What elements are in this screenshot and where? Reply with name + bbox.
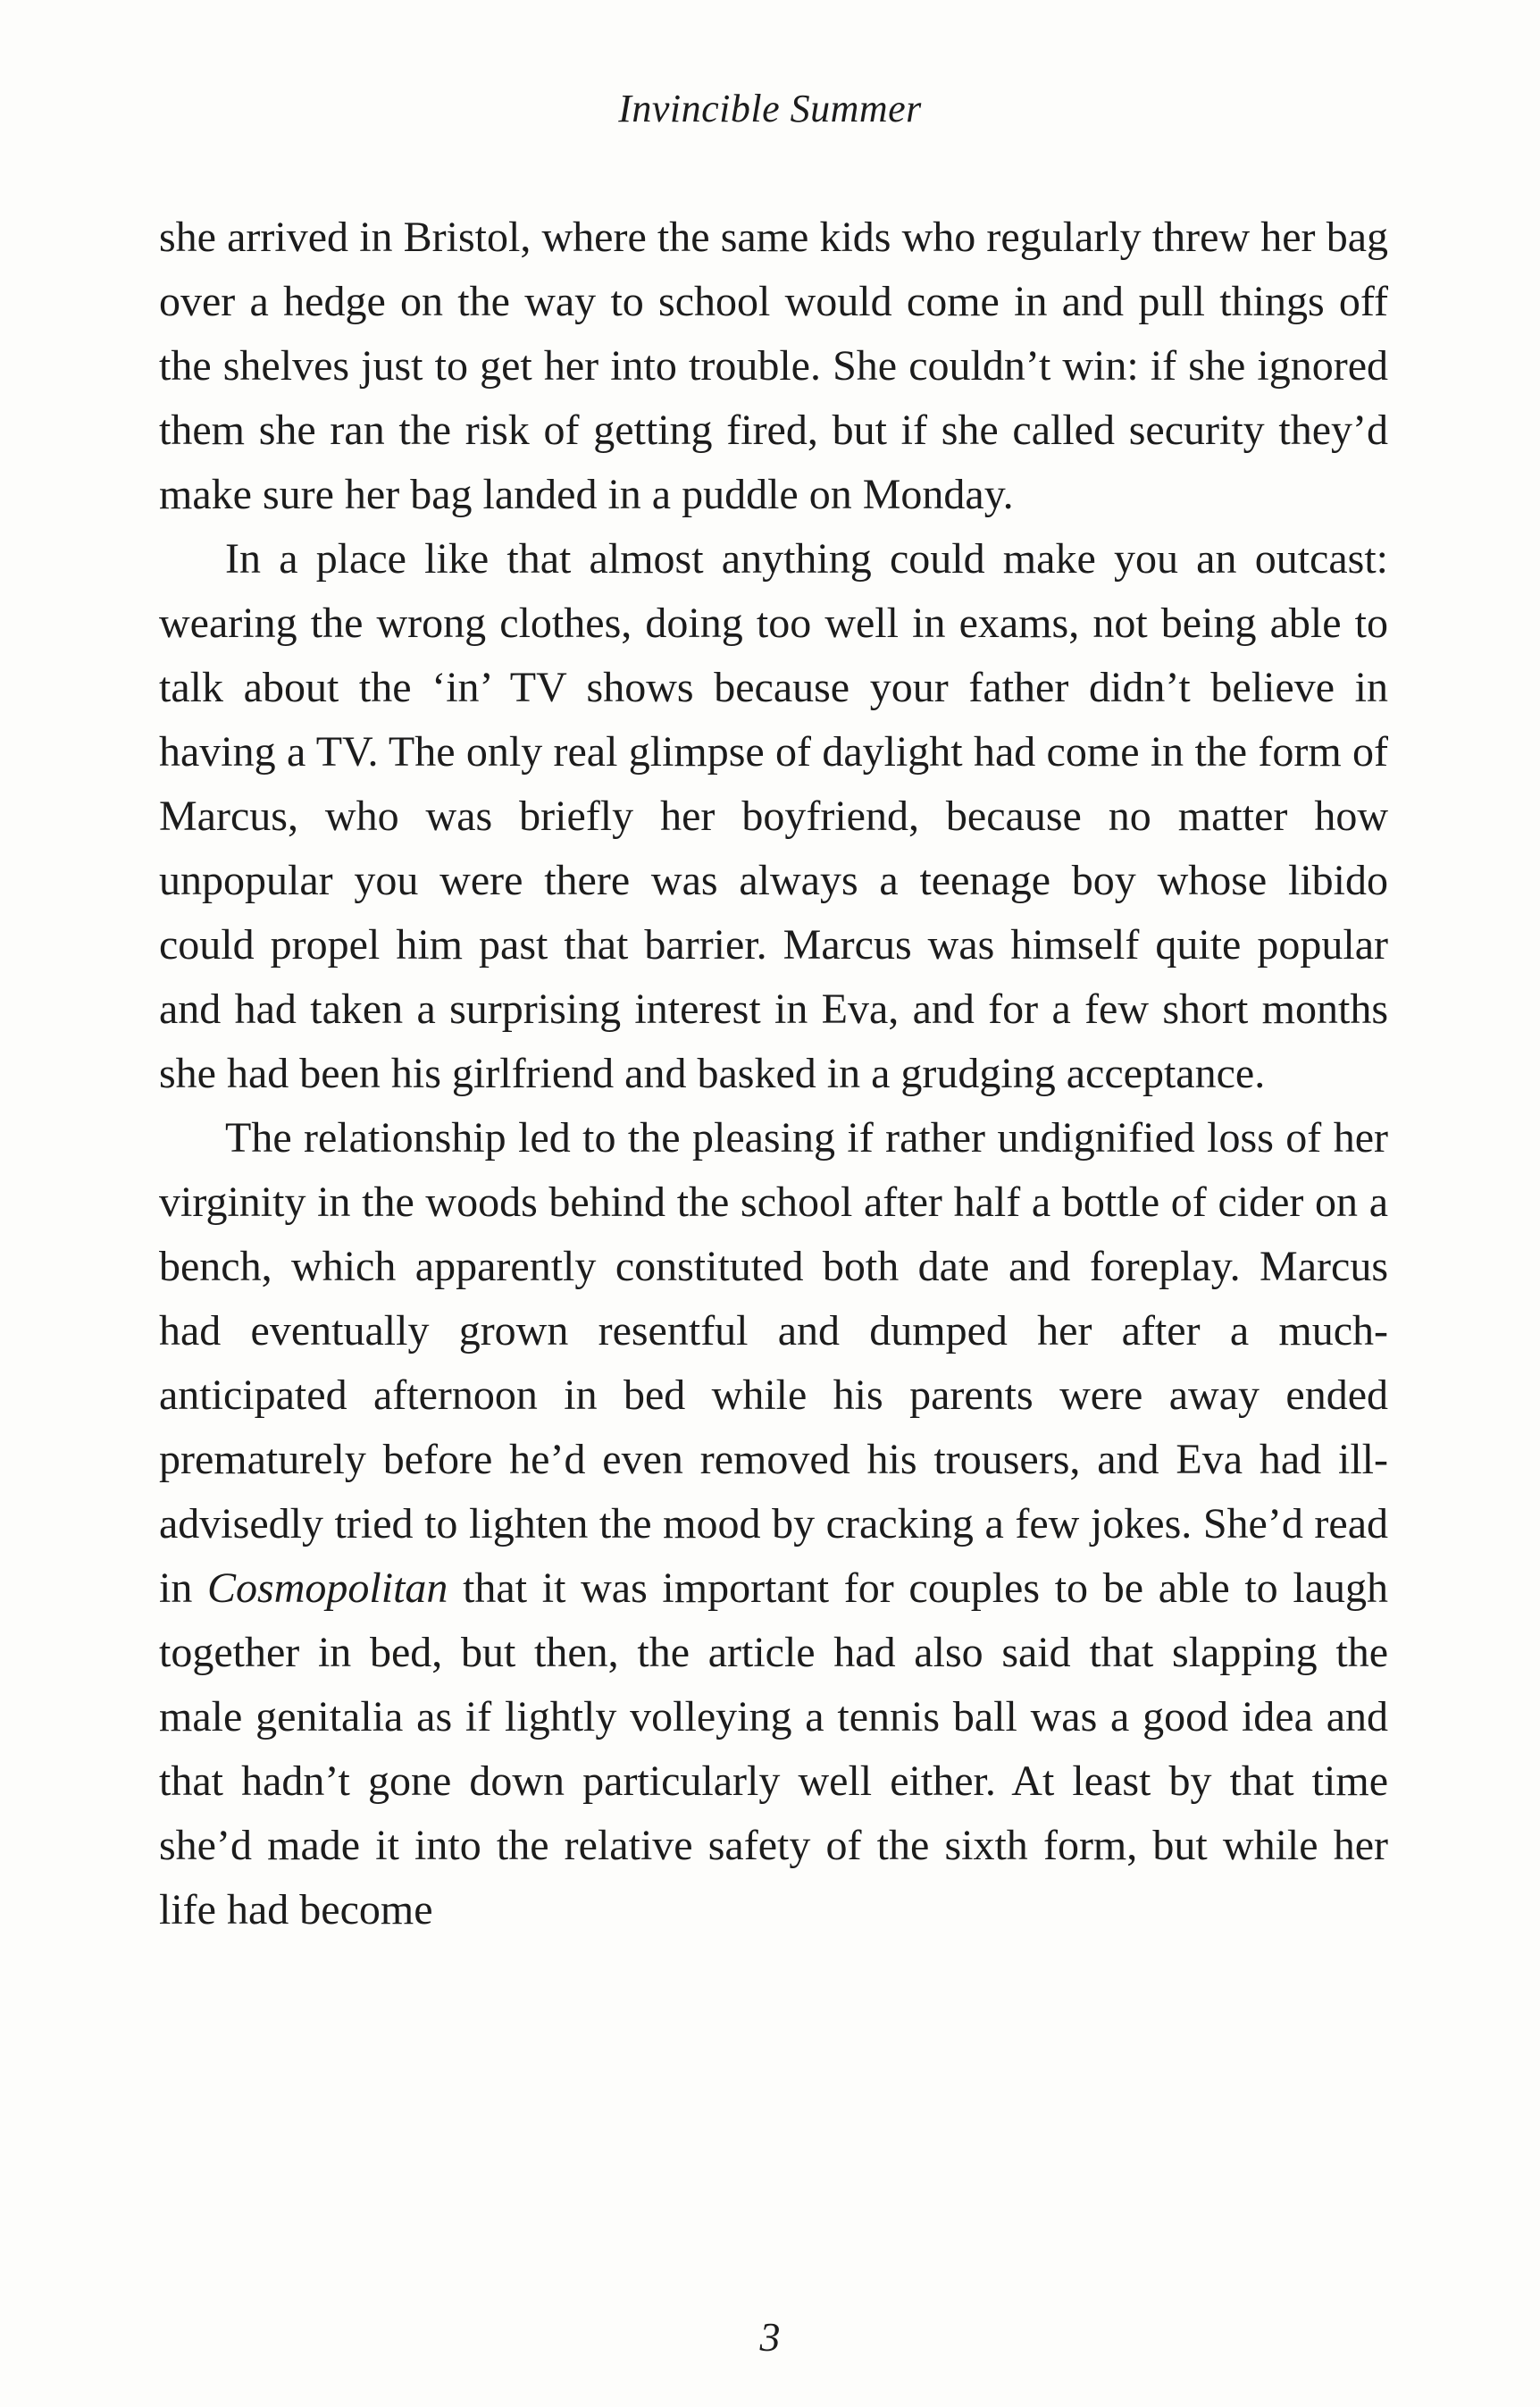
running-head: Invincible Summer (618, 87, 922, 130)
page-number: 3 (759, 2314, 781, 2360)
paragraph: In a place like that almost anything could make you an outcast: wearing the wrong clothes, doing too well in exams, not being able to talk about the ‘in’ TV shows because your father didn’t believe in having a TV. The only real glimpse of daylight had come in the form of Marcus, who was briefly her boyfriend, because no matter how unpopular you were there was always a teenage boy whose libido could propel him past that barrier. Marcus was himself quite popular and had taken a surprising interest in Eva, and for a few short months she had been his girlfriend and basked in a grudging acceptance. (159, 535, 1388, 1097)
paragraph: she arrived in Bristol, where the same kids who regularly threw her bag over a hedge on the way to school would come in and pull things off the shelves just to get her into trouble. She couldn’t win: if she ignored them she ran the risk of getting fired, but if she called security they’d make sure her bag landed in a puddle on Monday. (159, 214, 1388, 518)
body-text (159, 205, 1388, 1942)
magazine-title: Cosmopolitan (207, 1564, 448, 1612)
paragraph-text: that it was important for couples to be able to laugh together in bed, but then, the article had also said that slapping the male genitalia as if lightly volleying a tennis ball was a good idea and that hadn’t gone down particularly well either. At least by that time she’d made it into the relative safety of the sixth form, but while her life had become (159, 1564, 1388, 1933)
paragraph (159, 1106, 1388, 1942)
paragraph-text: The relationship led to the pleasing if rather undignified loss of her virginity in the woods behind the school after half a bottle of cider on a bench, which apparently constituted both date and foreplay. Marcus had eventually grown resentful and dumped her after a much-anticipated afternoon in bed while his parents were away ended prematurely before he’d even removed his trousers, and Eva had ill-advisedly tried to lighten the mood by cracking a few jokes. She’d read in (159, 1114, 1388, 1612)
